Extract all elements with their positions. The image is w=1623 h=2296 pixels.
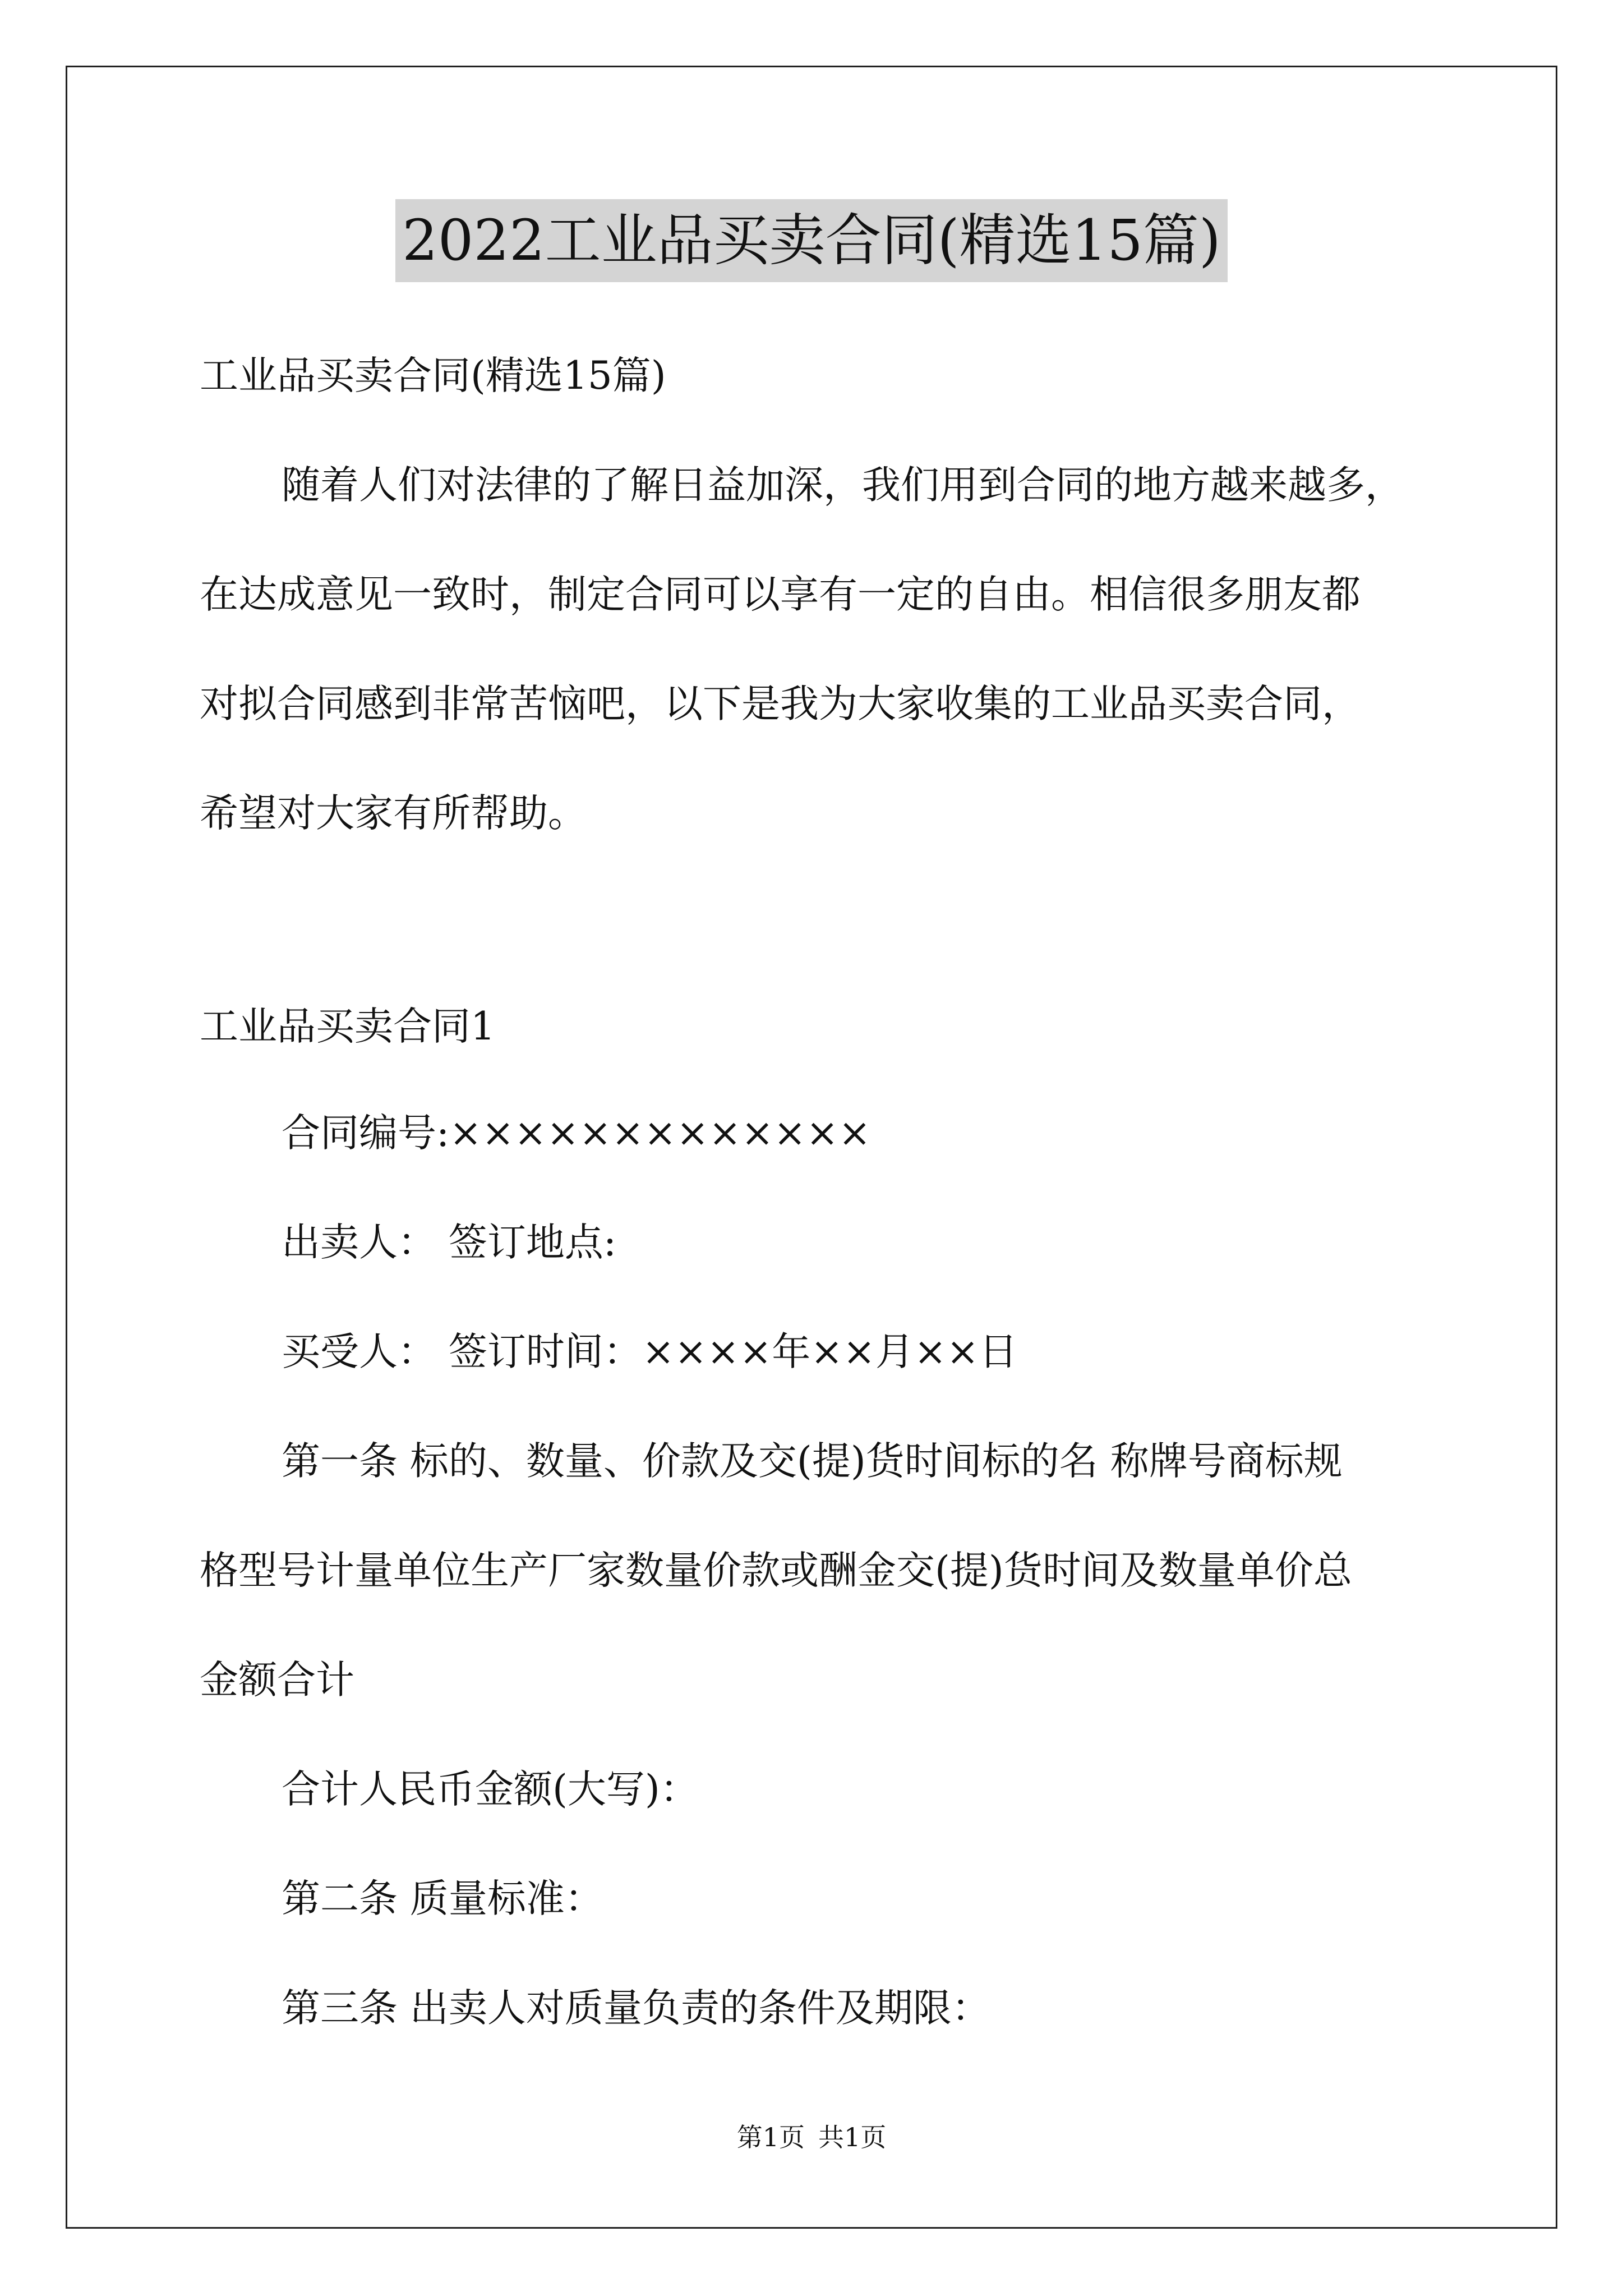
intro-paragraph-line: 在达成意见一致时，制定合同可以享有一定的自由。相信很多朋友都	[200, 572, 1361, 617]
intro-paragraph-line: 希望对大家有所帮助。	[200, 791, 587, 836]
page-number: 第1页	[736, 2122, 805, 2152]
buyer-line: 买受人： 签订时间：××××年××月××日	[282, 1329, 1018, 1374]
intro-paragraph-line: 随着人们对法律的了解日益加深，我们用到合同的地方越来越多，	[282, 463, 1404, 508]
article-3-line: 第三条 出卖人对质量负责的条件及期限：	[282, 1986, 990, 2031]
page-total: 共1页	[818, 2122, 887, 2152]
page-footer	[0, 2120, 1623, 2154]
article-1-line: 格型号计量单位生产厂家数量价款或酬金交(提)货时间及数量单价总	[200, 1548, 1352, 1593]
contract-number: 合同编号:×××××××××××××	[282, 1111, 871, 1156]
section-heading: 工业品买卖合同1	[200, 1004, 495, 1049]
document-title: 2022工业品买卖合同(精选15篇)	[395, 199, 1228, 282]
article-1-line: 金额合计	[200, 1658, 354, 1703]
article-2-line: 第二条 质量标准：	[282, 1876, 603, 1921]
document-subtitle: 工业品买卖合同(精选15篇)	[200, 353, 666, 398]
intro-paragraph-line: 对拟合同感到非常苦恼吧，以下是我为大家收集的工业品买卖合同，	[200, 682, 1361, 726]
article-1-line: 第一条 标的、数量、价款及交(提)货时间标的名 称牌号商标规	[282, 1439, 1343, 1484]
total-amount-line: 合计人民币金额(大写)：	[282, 1767, 699, 1812]
seller-line: 出卖人： 签订地点:	[282, 1220, 617, 1265]
